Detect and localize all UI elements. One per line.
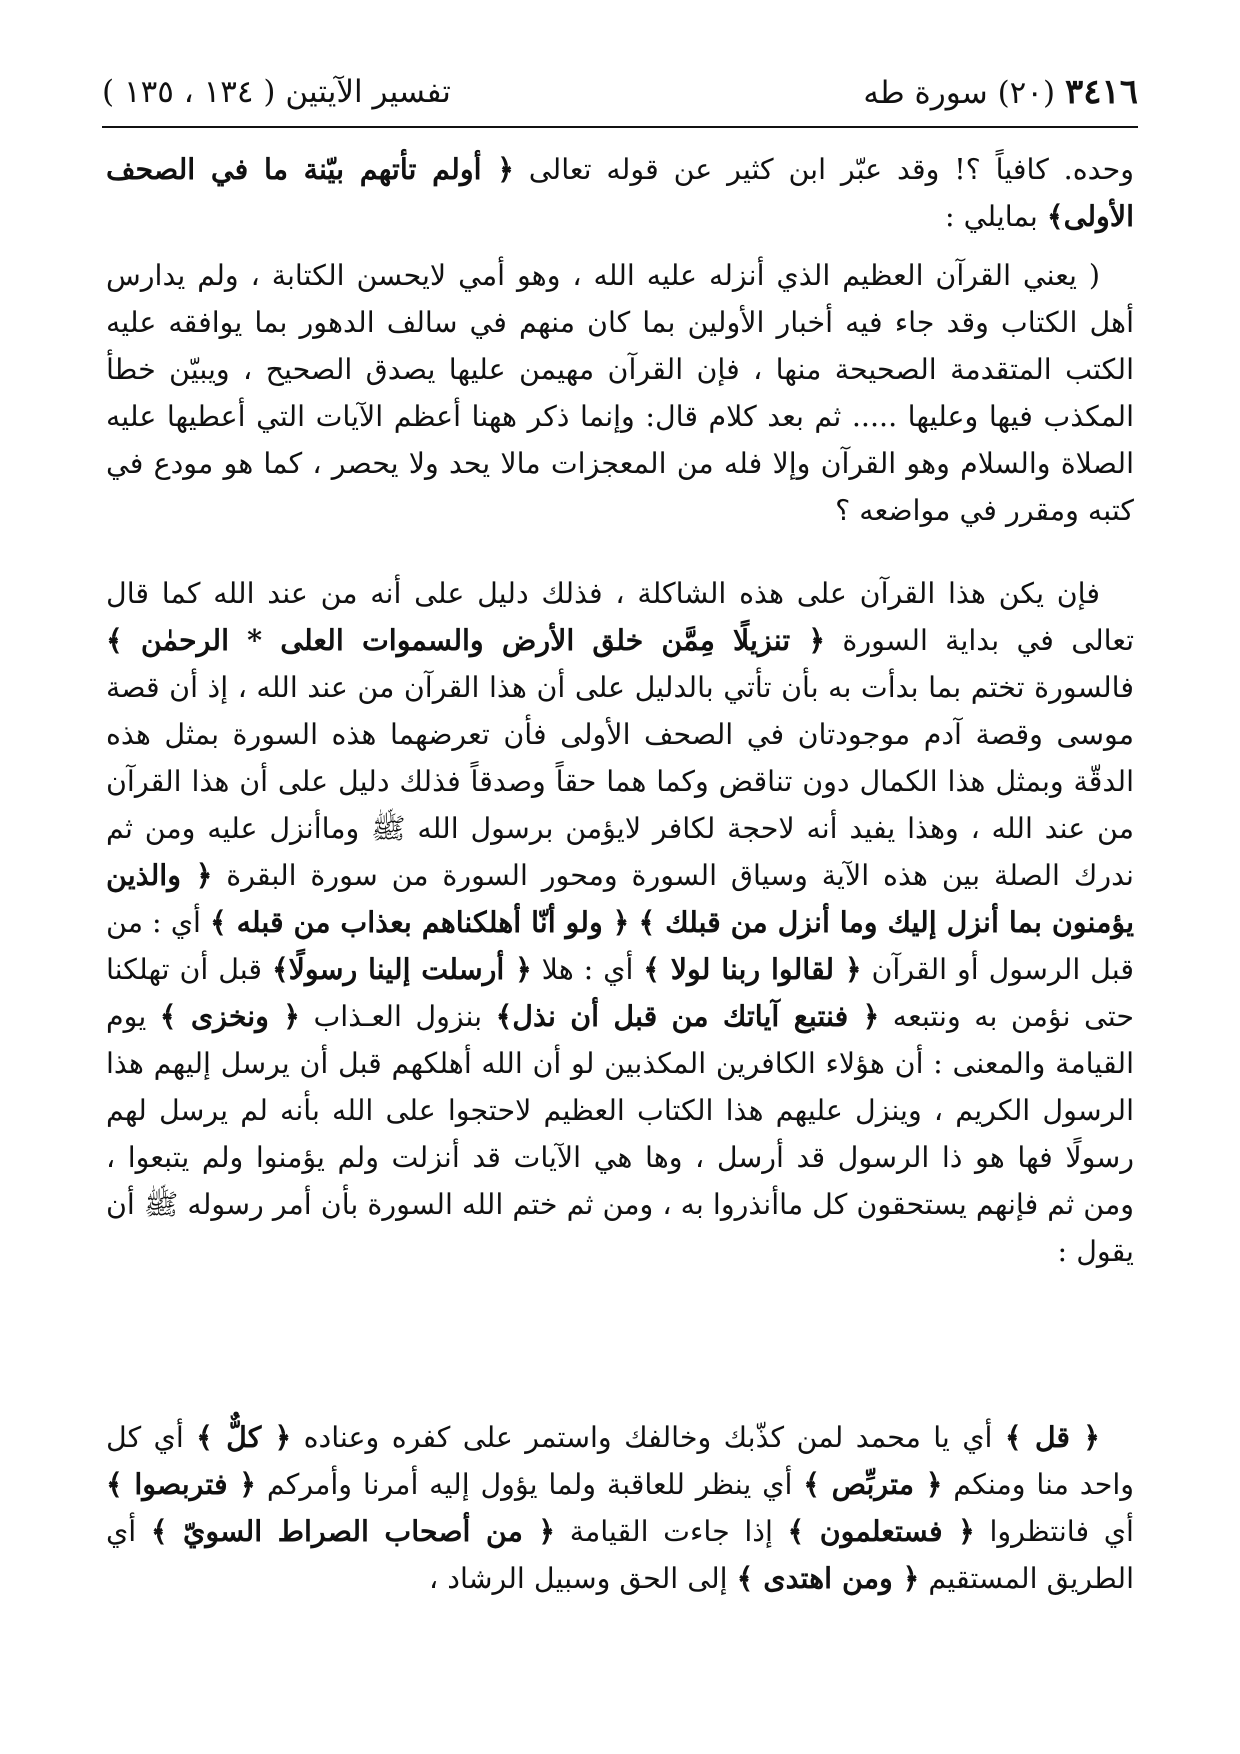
quran-quote: ﴿ فستعلمون ﴾ (787, 1514, 975, 1548)
quran-quote: ﴿ أولم تأتهم بيّنة ما في الصحف الأولى﴾ (106, 152, 1134, 233)
page-number: ٣٤١٦ (1064, 72, 1138, 112)
quran-quote: ﴿ قل ﴾ (1004, 1420, 1100, 1454)
body-text: أي يا محمد لمن كذّبك وخالفك واستمر على كفره وعناده (291, 1421, 1005, 1454)
quran-quote: ﴿ ومن اهتدى ﴾ (736, 1561, 920, 1595)
body-text: أي ينظر للعاقبة ولما يؤول إليه أمرنا وأمركم (256, 1468, 804, 1501)
quran-quote: ﴿ أرسلت إلينا رسولًا﴾ (271, 952, 532, 986)
quran-quote: ﴿ والذين يؤمنون بما أنزل إليك وما أنزل من قبلك ﴾ (106, 858, 1135, 939)
quran-quote: ﴿ تنزيلًا مِمَّن خلق الأرض والسموات العلى * الرحمٰن ﴾ (106, 623, 826, 657)
body-text: ( يعني القرآن العظيم الذي أنزله عليه الله ، وهو أمي لايحسن الكتابة ، ولم يدارس أهل الكتاب وقد جاء فيه أخبار الأولين بما كان منهم في سالف الدهور بما يوافقه عليه الكتب المتقدمة الصحيحة منها ، فإن القرآن مهيمن عليها يصدق الصحيح ، ويبيّن خطأ المكذب فيها وعليها ..... ثم بعد كلام قال: وإنما ذكر ههنا أعظم الآيات التي أعطيها عليه الصلاة والسلام وهو القرآن وإلا فله من المعجزات مالا يحد ولا يحصر ، كما هو مودع في كتبه ومقرر في مواضعه ؟ (106, 259, 1134, 527)
paragraph-verse-explanation (106, 1414, 1134, 1602)
quran-quote: ﴿ من أصحاب الصراط السويّ ﴾ (150, 1514, 556, 1548)
body-text: إذا جاءت القيامة (555, 1515, 788, 1548)
surah-name: (٢٠) سورة طه (863, 75, 1056, 111)
body-text: فإن يكن هذا القرآن على هذه الشاكلة ، فذلك دليل على أنه من عند الله كما قال تعالى في بداية السورة (106, 577, 1134, 657)
body-text: بنزول العـذاب (300, 1000, 496, 1033)
running-header-left: تفسير الآيتين ( ١٣٤ ، ١٣٥ ) (102, 74, 451, 110)
body-text: وحده. كافياً ؟! وقد عبّر ابن كثير عن قوله تعالى (513, 153, 1134, 186)
paragraph-ibn-kathir-quote (106, 252, 1134, 534)
body-text: أي الطريق المستقيم (106, 1515, 1134, 1595)
quran-quote: ﴿ كلٌّ ﴾ (196, 1420, 292, 1454)
paragraph-intro (106, 146, 1134, 240)
quran-quote: ﴿ لقالوا ربنا لولا ﴾ (643, 952, 862, 986)
quran-quote: ﴿ فنتبع آياتك من قبل أن نذل﴾ (495, 999, 880, 1033)
quran-quote: ﴿ متربِّص ﴾ (803, 1467, 943, 1501)
body-text: يوم القيامة والمعنى : أن هؤلاء الكافرين المكذبين لو أن الله أهلكهم قبل أن يرسل إليهم هذا الرسول الكريم ، وينزل عليهم هذا الكتاب العظيم لاحتجوا على الله بأنه لم يرسل لهم رسولًا فها هو ذا الرسول قد أرسل ، وها هي الآيات قد أنزلت ولم يؤمنوا ولم يتبعوا ، ومن ثم فإنهم يستحقون كل ماأنذروا به ، ومن ثم ختم الله السورة بأن أمر رسوله ﷺ أن يقول : (106, 1000, 1134, 1268)
body-text: أي فانتظروا (974, 1515, 1134, 1548)
quran-quote: ﴿ ونخزى ﴾ (159, 999, 300, 1033)
body-text: فالسورة تختم بما بدأت به بأن تأتي بالدليل على أن هذا القرآن من عند الله ، إذ أن قصة موسى وقصة آدم موجودتان في الصحف الأولى فأن تعرضهما هذه السورة بمثل هذه الدقّة وبمثل هذا الكمال دون تناقض وكما هما حقاً وصدقاً فذلك دليل على أن هذا القرآن من عند الله ، وهذا يفيد أنه لاحجة لكافر لايؤمن برسول الله ﷺ وماأنزل عليه ومن ثم ندرك الصلة بين هذه الآية وسياق السورة ومحور السورة من سورة البقرة (106, 671, 1134, 892)
quran-quote: ﴿ ولو أنّا أهلكناهم بعذاب من قبله ﴾ (210, 905, 630, 939)
paragraph-commentary (106, 570, 1134, 1275)
body-text: بمايلي : (944, 200, 1047, 233)
header-rule (102, 126, 1138, 128)
body-text: أي : من قبل الرسول أو القرآن (106, 906, 1134, 986)
body-text: إلى الحق وسبيل الرشاد ، (429, 1562, 737, 1595)
body-text: قبل أن تهلكنا حتى نؤمن به ونتبعه (106, 953, 1134, 1033)
quran-quote: ﴿ فتربصوا ﴾ (106, 1467, 256, 1501)
running-header-right (863, 72, 1138, 113)
body-text: أي كل واحد منا ومنكم (106, 1421, 1134, 1501)
body-text: أي : هلا (531, 953, 644, 986)
